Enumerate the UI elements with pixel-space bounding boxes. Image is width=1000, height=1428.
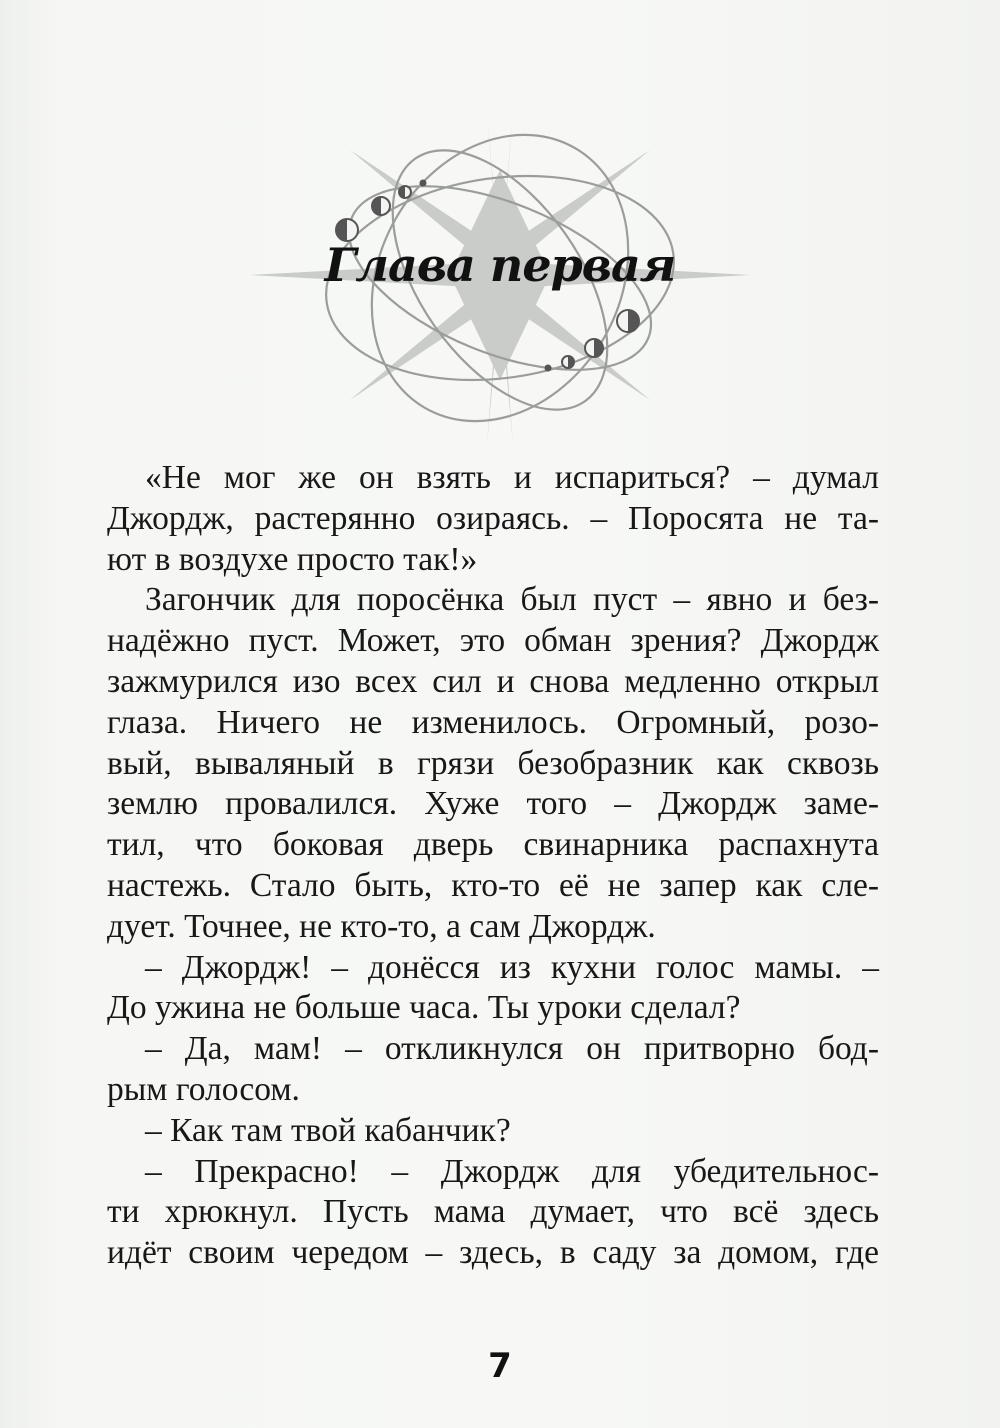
text-line: – Да, мам! – откликнулся он притворно бод- — [145, 1030, 879, 1068]
paragraph — [107, 1152, 879, 1274]
text-line: Джордж, растерянно озираясь. – Поросята не та- — [107, 499, 879, 537]
text-line: «Не мог же он взять и испариться? – думал — [145, 459, 879, 496]
paragraph — [107, 580, 879, 947]
text-line: вый, вываляный в грязи безобразник как сквозь — [107, 744, 879, 782]
text-line: дует. Точнее, не кто-то, а сам Джордж. — [107, 907, 656, 945]
text-line: Загончик для поросёнка был пуст – явно и без- — [145, 581, 879, 619]
text-line: – Прекрасно! – Джордж для убедительнос- — [145, 1152, 879, 1190]
text-line: – Джордж! – донёсся из кухни голос мамы. – — [145, 948, 879, 986]
paragraph — [107, 1029, 879, 1111]
text-line: ют в воздухе просто так!» — [107, 540, 478, 578]
text-line: настежь. Стало быть, кто-то её не запер как сле- — [107, 866, 879, 904]
text-line: глаза. Ничего не изменилось. Огромный, розо- — [107, 703, 879, 741]
text-line: идёт своим чередом – здесь, в саду за домом, где — [107, 1234, 879, 1272]
text-line: надёжно пуст. Может, это обман зрения? Джордж — [107, 622, 879, 660]
chapter-title: Глава первая — [324, 238, 676, 292]
body-text — [107, 458, 879, 1274]
text-line: зажмурился изо всех сил и снова медленно открыл — [107, 662, 879, 700]
paragraph — [107, 948, 879, 1030]
text-line: землю провалился. Хуже того – Джордж заме- — [107, 785, 879, 823]
page-number: 7 — [488, 1346, 512, 1386]
text-line: ти хрюкнул. Пусть мама думает, что всё здесь — [107, 1193, 879, 1231]
text-line: – Как там твой кабанчик? — [145, 1111, 511, 1149]
paragraph — [107, 458, 879, 580]
text-line: тил, что боковая дверь свинарника распахнута — [107, 826, 879, 864]
text-line: рым голосом. — [107, 1070, 300, 1108]
paragraph — [107, 1111, 879, 1152]
text-line: До ужина не больше часа. Ты уроки сделал? — [107, 989, 741, 1027]
